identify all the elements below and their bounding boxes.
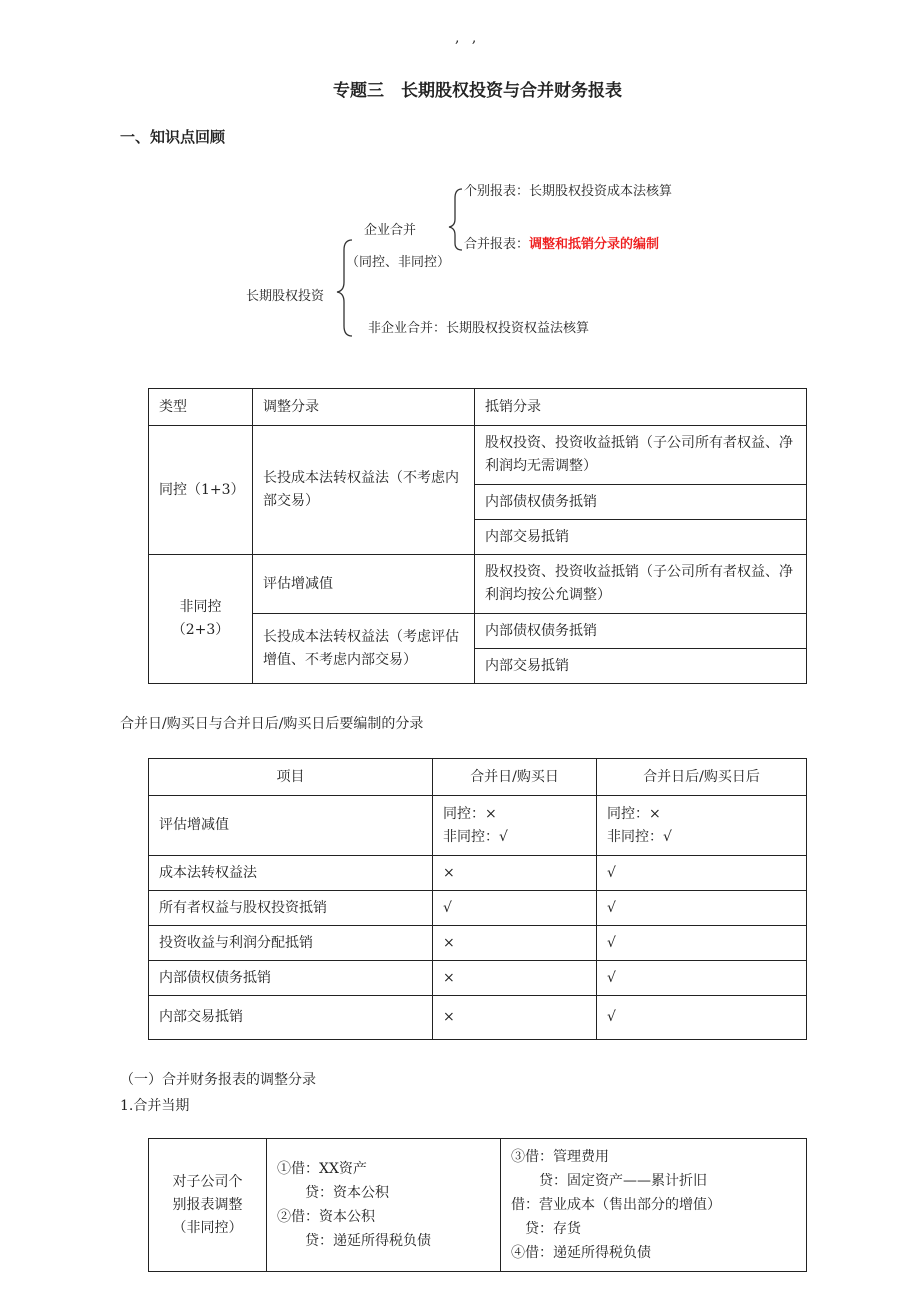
table-header-row	[149, 759, 807, 796]
journal-entries-table	[148, 1138, 807, 1272]
entry-line: ②借：资本公积	[277, 1209, 375, 1225]
diagram-individual-report: 个别报表：长期股权投资成本法核算	[464, 184, 673, 199]
offset-cell: 股权投资、投资收益抵销（子公司所有者权益、净利润均按公允调整）	[475, 555, 807, 614]
type-line-1: 非同控	[179, 599, 222, 615]
after-merge-cell: √	[597, 926, 807, 961]
header-after-merge: 合并日后/购买日后	[597, 759, 807, 796]
adjust-non-same-control: 长投成本法转权益法（考虑评估增值、不考虑内部交易）	[253, 614, 475, 684]
type-line-2: （2+3）	[171, 622, 230, 638]
entry-line: 贷：固定资产——累计折旧	[511, 1173, 707, 1189]
paragraph-entries-intro: 合并日/购买日与合并日后/购买日后要编制的分录	[120, 716, 424, 732]
item-cell: 评估增减值	[149, 796, 433, 856]
entries-right-cell	[501, 1139, 807, 1272]
item-cell: 成本法转权益法	[149, 856, 433, 891]
merge-day-cell	[433, 796, 597, 856]
label-line: （非同控）	[172, 1219, 243, 1236]
after-merge-line-2: 非同控：√	[607, 828, 672, 845]
merge-day-line-1: 同控：×	[443, 805, 497, 822]
diagram-merge-label: 企业合并	[364, 223, 417, 238]
after-merge-cell: √	[597, 996, 807, 1040]
item-cell: 投资收益与利润分配抵销	[149, 926, 433, 961]
item-cell: 内部交易抵销	[149, 996, 433, 1040]
diagram-root-label: 长期股权投资	[246, 289, 325, 304]
entry-line: ④借：递延所得税负债	[511, 1245, 651, 1261]
label-line: 别报表调整	[172, 1196, 243, 1213]
diagram-non-merge: 非企业合并：长期股权投资权益法核算	[368, 321, 590, 336]
subsidiary-adjust-label	[149, 1139, 267, 1272]
table-row	[149, 891, 807, 926]
entry-line: 贷：资本公积	[277, 1185, 389, 1201]
merge-day-cell: ×	[433, 996, 597, 1040]
table-row	[149, 856, 807, 891]
item-cell: 所有者权益与股权投资抵销	[149, 891, 433, 926]
table-row	[149, 961, 807, 996]
after-merge-cell: √	[597, 856, 807, 891]
header-item: 项目	[149, 759, 433, 796]
after-merge-cell: √	[597, 891, 807, 926]
table-row	[149, 555, 807, 614]
adjust-offset-table	[148, 388, 807, 684]
merge-day-cell: ×	[433, 926, 597, 961]
consolidated-prefix: 合并报表：	[464, 237, 530, 252]
table-row	[149, 796, 807, 856]
page-top-mark: , ,	[455, 30, 481, 46]
entries-middle-cell	[267, 1139, 501, 1272]
knowledge-diagram	[0, 0, 920, 360]
table-row	[149, 926, 807, 961]
offset-cell: 内部债权债务抵销	[475, 485, 807, 520]
merge-day-cell: √	[433, 891, 597, 926]
header-adjust: 调整分录	[253, 389, 475, 426]
table-row	[149, 426, 807, 485]
offset-cell: 内部债权债务抵销	[475, 614, 807, 649]
entry-line: ①借：XX资产	[277, 1161, 367, 1177]
type-non-same-control	[149, 555, 253, 684]
document-title: 专题三 长期股权投资与合并财务报表	[333, 81, 622, 101]
item-cell: 内部债权债务抵销	[149, 961, 433, 996]
merge-day-line-2: 非同控：√	[443, 828, 508, 845]
entry-line: 借：营业成本（售出部分的增值）	[511, 1197, 721, 1213]
offset-cell: 内部交易抵销	[475, 649, 807, 684]
table-header-row	[149, 389, 807, 426]
table-row	[149, 996, 807, 1040]
consolidated-highlight: 调整和抵销分录的编制	[529, 237, 660, 252]
offset-cell: 内部交易抵销	[475, 520, 807, 555]
paragraph-current-period: 1.合并当期	[120, 1098, 190, 1114]
entry-line: 贷：存货	[511, 1221, 581, 1237]
merge-day-cell: ×	[433, 856, 597, 891]
adjust-same-control: 长投成本法转权益法（不考虑内部交易）	[253, 426, 475, 555]
inner-brace	[449, 189, 462, 250]
section-title-review: 一、知识点回顾	[120, 128, 226, 146]
entry-line: ③借：管理费用	[511, 1149, 609, 1165]
paragraph-adjust-heading: （一）合并财务报表的调整分录	[120, 1072, 316, 1088]
entry-line: 贷：递延所得税负债	[277, 1233, 431, 1249]
after-merge-line-1: 同控：×	[607, 805, 661, 822]
type-same-control: 同控（1+3）	[149, 426, 253, 555]
merge-day-cell: ×	[433, 961, 597, 996]
after-merge-cell: √	[597, 961, 807, 996]
adjust-valuation: 评估增减值	[253, 555, 475, 614]
diagram-consolidated-report	[464, 233, 659, 252]
entries-by-date-table	[148, 758, 807, 1040]
offset-cell: 股权投资、投资收益抵销（子公司所有者权益、净利润均无需调整）	[475, 426, 807, 485]
after-merge-cell	[597, 796, 807, 856]
diagram-merge-note: （同控、非同控）	[346, 255, 451, 270]
header-type: 类型	[149, 389, 253, 426]
table-row	[149, 1139, 807, 1272]
label-line: 对子公司个	[172, 1173, 243, 1190]
header-offset: 抵销分录	[475, 389, 807, 426]
header-merge-day: 合并日/购买日	[433, 759, 597, 796]
